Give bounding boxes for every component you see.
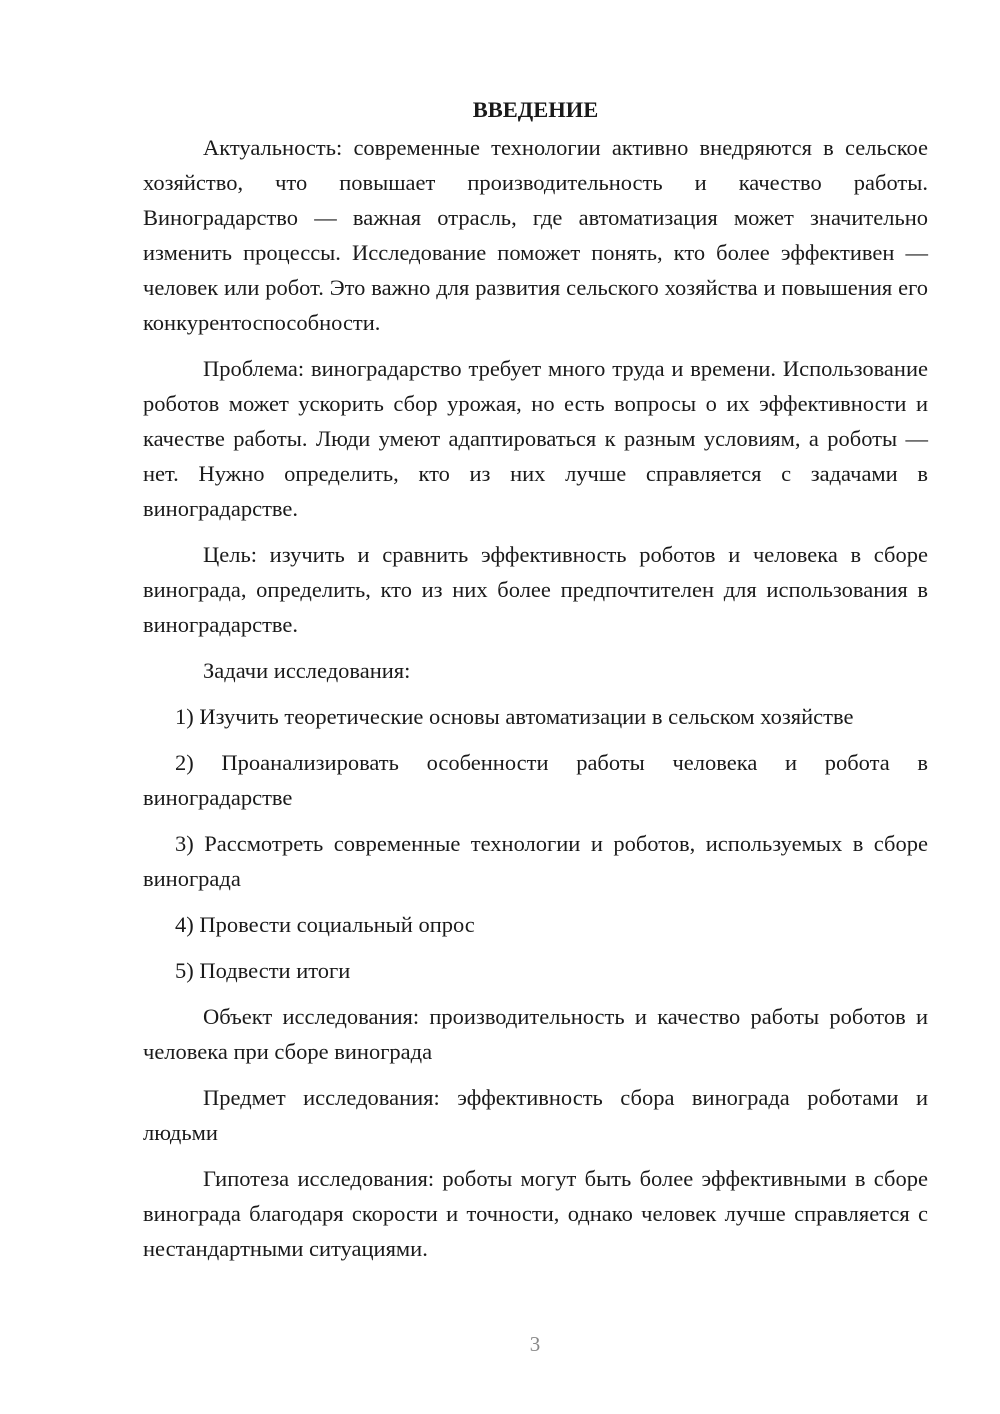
task-item-1: 1) Изучить теоретические основы автоматизации в сельском хозяйстве (175, 704, 854, 729)
object-paragraph: Объект исследования: производительность и качество работы роботов и человека при сборе винограда (143, 1004, 928, 1064)
task-item-5: 5) Подвести итоги (175, 958, 351, 983)
tasks-heading: Задачи исследования: (203, 658, 411, 683)
task-item-4: 4) Провести социальный опрос (175, 912, 475, 937)
relevance-paragraph: Актуальность: современные технологии активно внедряются в сельское хозяйство, что повышает производительность и качество работы. Виноградарство — важная отрасль, где автоматизация может значительно изменить процессы. Исследование поможет понять, кто более эффективен — человек или робот. Это важно для развития сельского хозяйства и повышения его конкурентоспособности. (143, 135, 928, 335)
subject-paragraph: Предмет исследования: эффективность сбора винограда роботами и людьми (143, 1085, 928, 1145)
page-number: 3 (529, 1332, 541, 1356)
problem-paragraph: Проблема: виноградарство требует много труда и времени. Использование роботов может ускорить сбор урожая, но есть вопросы о их эффективности и качестве работы. Люди умеют адаптироваться к разным условиям, а роботы — нет. Нужно определить, кто из них лучше справляется с задачами в виноградарстве. (143, 356, 928, 521)
page-content (143, 92, 928, 1277)
page-title: ВВЕДЕНИЕ (472, 97, 599, 122)
task-item-2: 2) Проанализировать особенности работы человека и робота в виноградарстве (143, 750, 928, 810)
goal-paragraph: Цель: изучить и сравнить эффективность роботов и человека в сборе винограда, определить, кто из них более предпочтителен для использования в виноградарстве. (143, 542, 928, 637)
task-item-3: 3) Рассмотреть современные технологии и роботов, используемых в сборе винограда (143, 831, 928, 891)
hypothesis-paragraph: Гипотеза исследования: роботы могут быть более эффективными в сборе винограда благодаря скорости и точности, однако человек лучше справляется с нестандартными ситуациями. (143, 1166, 928, 1261)
